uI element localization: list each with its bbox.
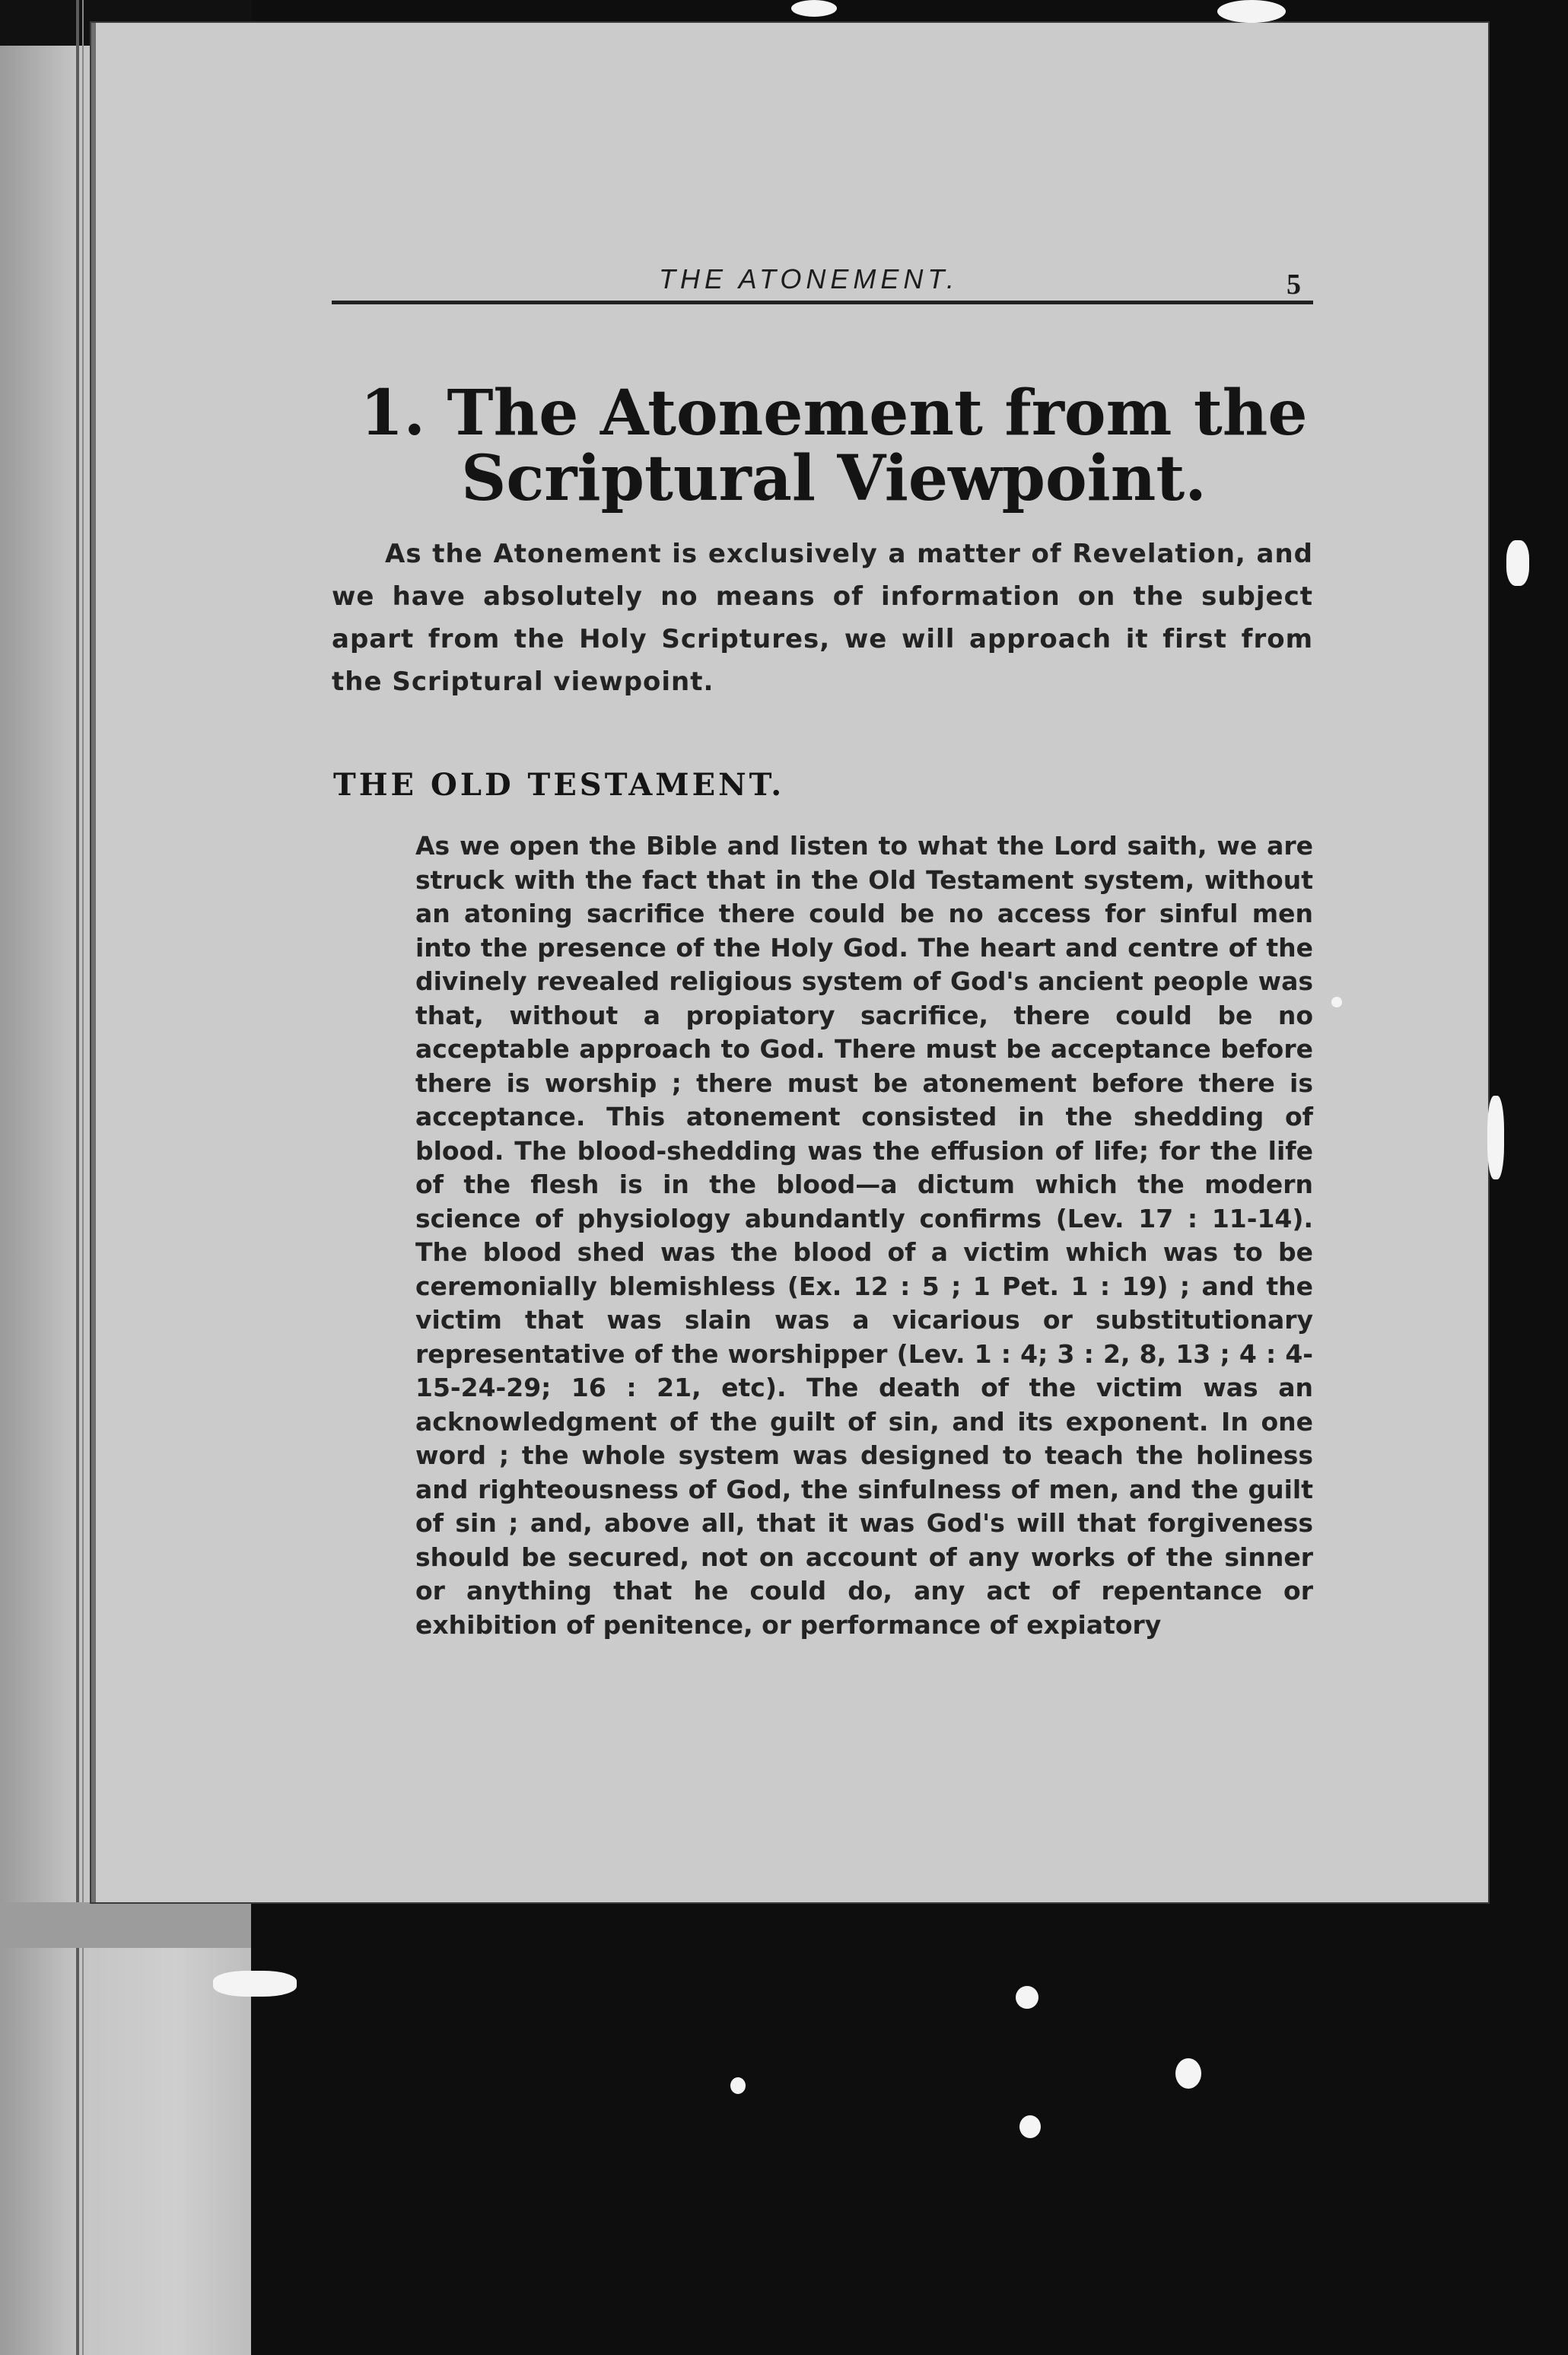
scan-blemish bbox=[1019, 2115, 1041, 2138]
scan-blemish bbox=[1016, 1986, 1038, 2009]
header-rule bbox=[332, 301, 1313, 304]
scan-blemish bbox=[1175, 2058, 1201, 2089]
section-heading: THE OLD TESTAMENT. bbox=[333, 767, 785, 803]
page-crease bbox=[76, 0, 79, 2355]
strip-shadow bbox=[0, 1902, 251, 1948]
running-title: THE ATONEMENT. bbox=[659, 263, 959, 294]
page-number: 5 bbox=[1287, 269, 1301, 301]
book-page bbox=[91, 23, 1488, 1902]
scan-blemish bbox=[730, 2077, 746, 2094]
scan-blemish bbox=[213, 1971, 297, 1997]
scan-blemish bbox=[1487, 1096, 1504, 1179]
body-paragraph: As we open the Bible and listen to what the Lord saith, we are struck with the fact that in the Old Testament system, without an atoning sacrifice there could be no access for sinful men into the presence of the Holy God. The heart and centre of the divinely revealed religious system of God's ancient people was that, without a propiatory sacrifice, there could be no acceptable approach to God. There must be acceptance before there is worship ; there must be atonement before there is acceptance. This atonement consisted in the shedding of blood. The blood-shedding was the effusion of life; for the life of the flesh is in the blood—a dictum which the modern science of physiology abundantly confirms (Lev. 17 : 11-14). The blood shed was the blood of a victim which was to be ceremonially blemishless (Ex. 12 : 5 ; 1 Pet. 1 : 19) ; and the victim that was slain was a vicarious or substitutionary representative of the worshipper (Lev. 1 : 4; 3 : 2, 8, 13 ; 4 : 4-15-24-29; 16 : 21, etc). The death of the victim was an acknowledgment of the guilt of sin, and its exponent. In one word ; the whole system was designed to teach the holiness and righteousness of God, the sinfulness of men, and the guilt of sin ; and, above all, that it was God's will that forgiveness should be secured, not on account of any works of the sinner or anything that he could do, any act of repentance or exhibition of penitence, or performance of expiatory bbox=[415, 831, 1313, 1640]
page-crease-secondary bbox=[82, 0, 84, 2355]
scan-blemish bbox=[1331, 997, 1342, 1007]
intro-paragraph: As the Atonement is exclusively a matter of Revelation, and we have absolutely no means of information on the subject apart from the Holy Scriptures, we will approach it first from the Scriptural viewpoint. bbox=[332, 539, 1313, 697]
chapter-title: 1. The Atonement from the Scriptural Viewpoint. bbox=[360, 377, 1308, 515]
running-head bbox=[96, 242, 1488, 303]
scan-blemish bbox=[791, 0, 837, 17]
scan-blemish bbox=[1506, 540, 1529, 586]
scan-blemish bbox=[1217, 0, 1286, 23]
